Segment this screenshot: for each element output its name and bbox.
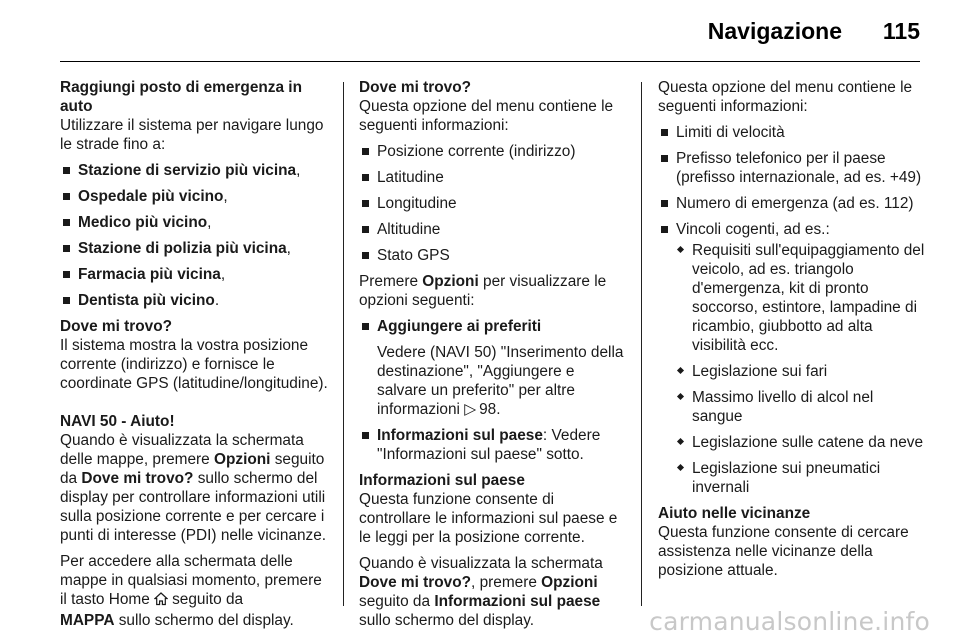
section-intro: Questa opzione del menu contiene le seguenti informazioni: xyxy=(359,98,614,134)
page-ref-icon: ▷ xyxy=(464,401,477,418)
column-1 xyxy=(60,78,328,630)
watermark: carmanualsonline.info xyxy=(649,607,930,636)
list-item: Informazioni sul paese: Vedere "Informazioni sul paese" sotto. xyxy=(359,426,627,464)
home-icon xyxy=(154,592,168,611)
section-title-where: Dove mi trovo? xyxy=(359,79,472,96)
list-item: Limiti di velocità xyxy=(658,123,926,142)
column-divider-2 xyxy=(641,82,642,606)
sub-list-item: Legislazione sui fari xyxy=(676,362,926,381)
list-item: Posizione corrente (indirizzo) xyxy=(359,142,627,161)
list-item: Latitudine xyxy=(359,168,627,187)
list-item: Stazione di polizia più vicina, xyxy=(60,239,328,258)
header-rule xyxy=(60,61,920,62)
section-title-nearby: Aiuto nelle vicinanze xyxy=(658,505,811,522)
info-list xyxy=(359,142,627,265)
list-item: Numero di emergenza (ad es. 112) xyxy=(658,194,926,213)
page-title: Navigazione xyxy=(707,18,842,44)
section-intro: Utilizzare il sistema per navigare lungo le strade fino a: xyxy=(60,117,324,153)
section-title-help: NAVI 50 - Aiuto! xyxy=(60,413,175,430)
section-text: Il sistema mostra la vostra posizione corrente (indirizzo) e fornisce le coordinate GPS (latitudine/longitudine). xyxy=(60,337,328,392)
list-item: Medico più vicino, xyxy=(60,213,328,232)
section-paragraph: Quando è visualizzata la schermata delle mappe, premere Opzioni seguito da Dove mi trovo? sullo schermo del display per controllare informazioni utili sulla posizione corrente e per cercare i punti di interesse (PDI) nelle vicinanze. xyxy=(60,432,327,544)
column-2 xyxy=(359,78,627,630)
list-item: Dentista più vicino. xyxy=(60,291,328,310)
list-item: Longitudine xyxy=(359,194,627,213)
section-text: Questa funzione consente di cercare assistenza nelle vicinanze della posizione attuale. xyxy=(658,524,909,579)
column-divider-1 xyxy=(343,82,344,606)
sub-list-item: Legislazione sui pneumatici invernali xyxy=(676,459,926,497)
list-item: Vincoli cogenti, ad es.: Requisiti sull'equipaggiamento del veicolo, ad es. triangolo d'emergenza, kit di pronto soccorso, estintore, lampadine di ricambio, giubbotto ad alta visibilità ecc. Legislazione sui fari Massimo livello di alcol nel sangue Legislazione sulle catene da neve Legislazione sui pneumatici invernali xyxy=(658,220,926,497)
list-item: Ospedale più vicino, xyxy=(60,187,328,206)
list-item: Altitudine xyxy=(359,220,627,239)
list-item: Stato GPS xyxy=(359,246,627,265)
list-item: Aggiungere ai preferiti Vedere (NAVI 50) "Inserimento della destinazione", "Aggiungere e salvare un preferito" per altre informazioni ▷ 98. xyxy=(359,317,627,419)
section-paragraph: Quando è visualizzata la schermata Dove mi trovo?, premere Opzioni seguito da Informazioni sul paese sullo schermo del display. xyxy=(359,555,603,629)
section-intro: Questa opzione del menu contiene le seguenti informazioni: xyxy=(658,79,913,115)
options-list xyxy=(359,317,627,464)
sub-list-item: Requisiti sull'equipaggiamento del veicolo, ad es. triangolo d'emergenza, kit di pronto soccorso, estintore, lampadine di ricambio, giubbotto ad alta visibilità ecc. xyxy=(676,241,926,355)
section-text: Questa funzione consente di controllare le informazioni sul paese e le leggi per la posizione corrente. xyxy=(359,491,618,546)
sub-list xyxy=(676,241,926,497)
page-number: 115 xyxy=(882,18,920,44)
section-paragraph: Premere Opzioni per visualizzare le opzioni seguenti: xyxy=(359,273,607,309)
section-title-where: Dove mi trovo? xyxy=(60,318,173,335)
sub-list-item: Massimo livello di alcol nel sangue xyxy=(676,388,926,426)
emergency-list xyxy=(60,161,328,310)
page-header xyxy=(60,16,920,60)
section-title-country: Informazioni sul paese xyxy=(359,472,525,489)
section-title-emergency: Raggiungi posto di emergenza in auto xyxy=(60,79,302,115)
list-item: Stazione di servizio più vicina, xyxy=(60,161,328,180)
list-item: Farmacia più vicina, xyxy=(60,265,328,284)
country-info-list xyxy=(658,123,926,497)
column-3 xyxy=(658,78,926,580)
section-paragraph: Per accedere alla schermata delle mappe in qualsiasi momento, premere il tasto Home seguito da MAPPA sullo schermo del display. xyxy=(60,553,322,629)
list-item: Prefisso telefonico per il paese (prefisso internazionale, ad es. +49) xyxy=(658,149,926,187)
sub-list-item: Legislazione sulle catene da neve xyxy=(676,433,926,452)
